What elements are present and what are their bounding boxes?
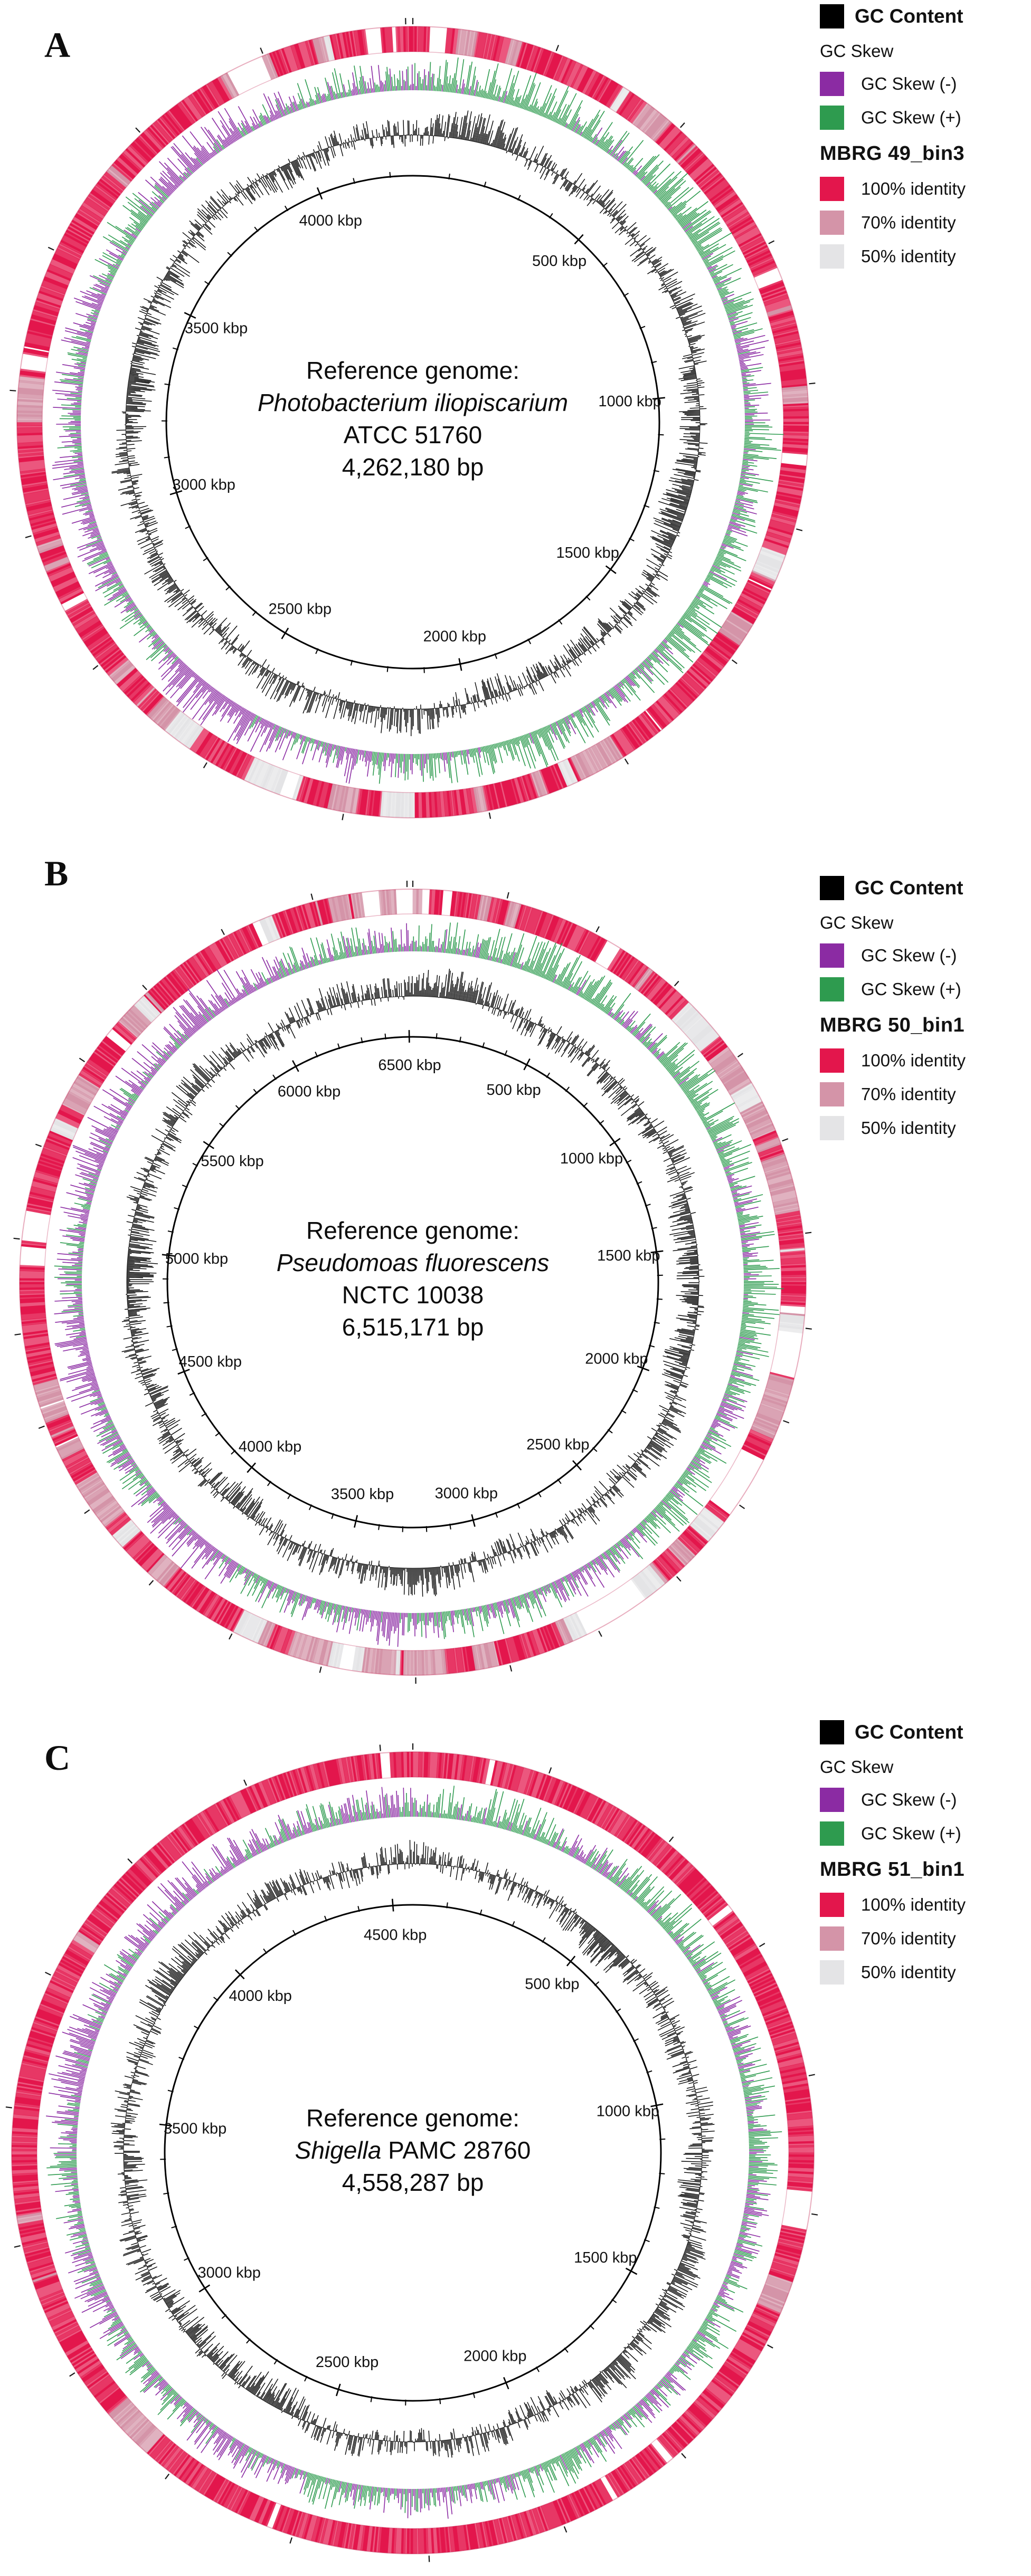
legend-a — [820, 4, 1031, 278]
identity-70-label: 70% identity — [861, 1929, 956, 1948]
gc-content-label: GC Content — [855, 5, 963, 27]
identity-100-label: 100% identity — [861, 179, 966, 198]
kbp-tick-label: 5500 kbp — [201, 1153, 264, 1170]
identity-70-swatch — [820, 1082, 844, 1106]
kbp-tick-label: 500 kbp — [525, 1976, 580, 1993]
kbp-tick-label: 4500 kbp — [364, 1926, 427, 1944]
gc-content-label: GC Content — [855, 877, 963, 899]
panel-c — [0, 1710, 1031, 2576]
kbp-tick-label: 4000 kbp — [299, 212, 362, 230]
kbp-tick-label: 2000 kbp — [585, 1350, 648, 1368]
kbp-tick-label: 2500 kbp — [526, 1436, 590, 1453]
kbp-tick-label: 5000 kbp — [165, 1250, 229, 1267]
sample-title: MBRG 51_bin1 — [820, 1858, 965, 1881]
genome-size: 4,262,180 bp — [342, 453, 484, 481]
species-name-plain: PAMC 28760 — [381, 2136, 531, 2164]
gc-skew-heading: GC Skew — [820, 41, 894, 61]
gc-content-swatch — [820, 4, 844, 28]
sample-title: MBRG 49_bin3 — [820, 142, 965, 165]
kbp-tick-label: 2500 kbp — [315, 2353, 379, 2371]
gc-skew-pos-swatch — [820, 977, 844, 1001]
kbp-tick-label: 4000 kbp — [229, 1987, 292, 2005]
panel-letter-c: C — [44, 1738, 71, 1778]
gc-skew-heading: GC Skew — [820, 1757, 894, 1777]
gc-skew-neg-swatch — [820, 943, 844, 968]
kbp-tick-label: 3500 kbp — [163, 2120, 227, 2138]
kbp-tick-label: 1500 kbp — [597, 1247, 660, 1264]
center-text-c — [138, 2102, 687, 2199]
kbp-tick-label: 4000 kbp — [238, 1438, 302, 1455]
kbp-tick-label: 500 kbp — [532, 253, 587, 270]
gc-content-swatch — [820, 1720, 844, 1744]
gc-skew-pos-swatch — [820, 1821, 844, 1846]
gc-skew-heading: GC Skew — [820, 913, 894, 932]
panel-b — [0, 844, 1031, 1710]
kbp-tick-label: 1500 kbp — [556, 544, 619, 561]
kbp-tick-label: 3000 kbp — [434, 1485, 498, 1502]
gc-skew-neg-swatch — [820, 1788, 844, 1812]
kbp-tick-label: 3000 kbp — [197, 2264, 261, 2282]
gc-skew-neg-label: GC Skew (-) — [861, 74, 957, 93]
panel-letter-a: A — [44, 25, 71, 65]
kbp-tick-label: 4500 kbp — [178, 1353, 242, 1370]
identity-100-label: 100% identity — [861, 1895, 966, 1914]
kbp-tick-label: 3000 kbp — [172, 476, 235, 493]
gc-skew-pos-label: GC Skew (+) — [861, 108, 961, 127]
gc-content-swatch — [820, 876, 844, 900]
legend-b — [820, 876, 1031, 1150]
reference-genome-heading: Reference genome: — [306, 2104, 520, 2132]
species-name — [138, 387, 687, 419]
species-name — [138, 1247, 687, 1279]
reference-genome-heading: Reference genome: — [306, 357, 520, 384]
identity-50-swatch — [820, 1116, 844, 1140]
species-name — [138, 2134, 687, 2167]
kbp-tick-label: 2500 kbp — [268, 600, 332, 618]
identity-70-swatch — [820, 211, 844, 235]
kbp-tick-label: 1500 kbp — [574, 2249, 637, 2266]
panel-letter-b: B — [44, 853, 69, 893]
gc-skew-neg-swatch — [820, 72, 844, 96]
identity-50-label: 50% identity — [861, 1118, 956, 1138]
kbp-tick-label: 6500 kbp — [378, 1057, 441, 1074]
identity-50-label: 50% identity — [861, 1962, 956, 1982]
identity-100-swatch — [820, 1893, 844, 1917]
gc-skew-neg-label: GC Skew (-) — [861, 946, 957, 965]
identity-50-swatch — [820, 244, 844, 269]
kbp-tick-label: 1000 kbp — [560, 1150, 623, 1168]
genome-size: 6,515,171 bp — [342, 1313, 484, 1341]
gc-skew-pos-swatch — [820, 106, 844, 130]
identity-70-label: 70% identity — [861, 1084, 956, 1104]
center-text-a — [138, 355, 687, 483]
kbp-tick-label: 1000 kbp — [596, 2103, 659, 2120]
genome-size: 4,558,287 bp — [342, 2169, 484, 2196]
kbp-tick-label: 3500 kbp — [184, 320, 248, 337]
kbp-tick-label: 1000 kbp — [598, 393, 661, 411]
gc-skew-neg-label: GC Skew (-) — [861, 1790, 957, 1809]
strain-name: ATCC 51760 — [343, 421, 483, 449]
identity-100-swatch — [820, 1048, 844, 1073]
kbp-tick-label: 500 kbp — [486, 1082, 541, 1099]
legend-c — [820, 1720, 1031, 1994]
sample-title: MBRG 50_bin1 — [820, 1014, 965, 1036]
gc-content-label: GC Content — [855, 1721, 963, 1743]
species-name-italic: Photobacterium iliopiscarium — [257, 389, 569, 416]
identity-100-swatch — [820, 177, 844, 201]
species-name-italic: Shigella — [295, 2136, 382, 2164]
kbp-tick-label: 2000 kbp — [423, 628, 486, 645]
gc-skew-pos-label: GC Skew (+) — [861, 979, 961, 999]
panel-a — [0, 0, 1031, 844]
strain-name: NCTC 10038 — [342, 1281, 484, 1309]
kbp-tick-label: 2000 kbp — [464, 2348, 527, 2365]
identity-70-swatch — [820, 1926, 844, 1951]
identity-50-swatch — [820, 1960, 844, 1985]
kbp-tick-label: 6000 kbp — [277, 1083, 341, 1100]
identity-100-label: 100% identity — [861, 1051, 966, 1070]
identity-50-label: 50% identity — [861, 246, 956, 266]
kbp-tick-label: 3500 kbp — [330, 1485, 394, 1503]
gc-skew-pos-label: GC Skew (+) — [861, 1824, 961, 1843]
reference-genome-heading: Reference genome: — [306, 1217, 520, 1244]
center-text-b — [138, 1215, 687, 1343]
identity-70-label: 70% identity — [861, 213, 956, 232]
species-name-italic: Pseudomoas fluorescens — [276, 1249, 550, 1276]
